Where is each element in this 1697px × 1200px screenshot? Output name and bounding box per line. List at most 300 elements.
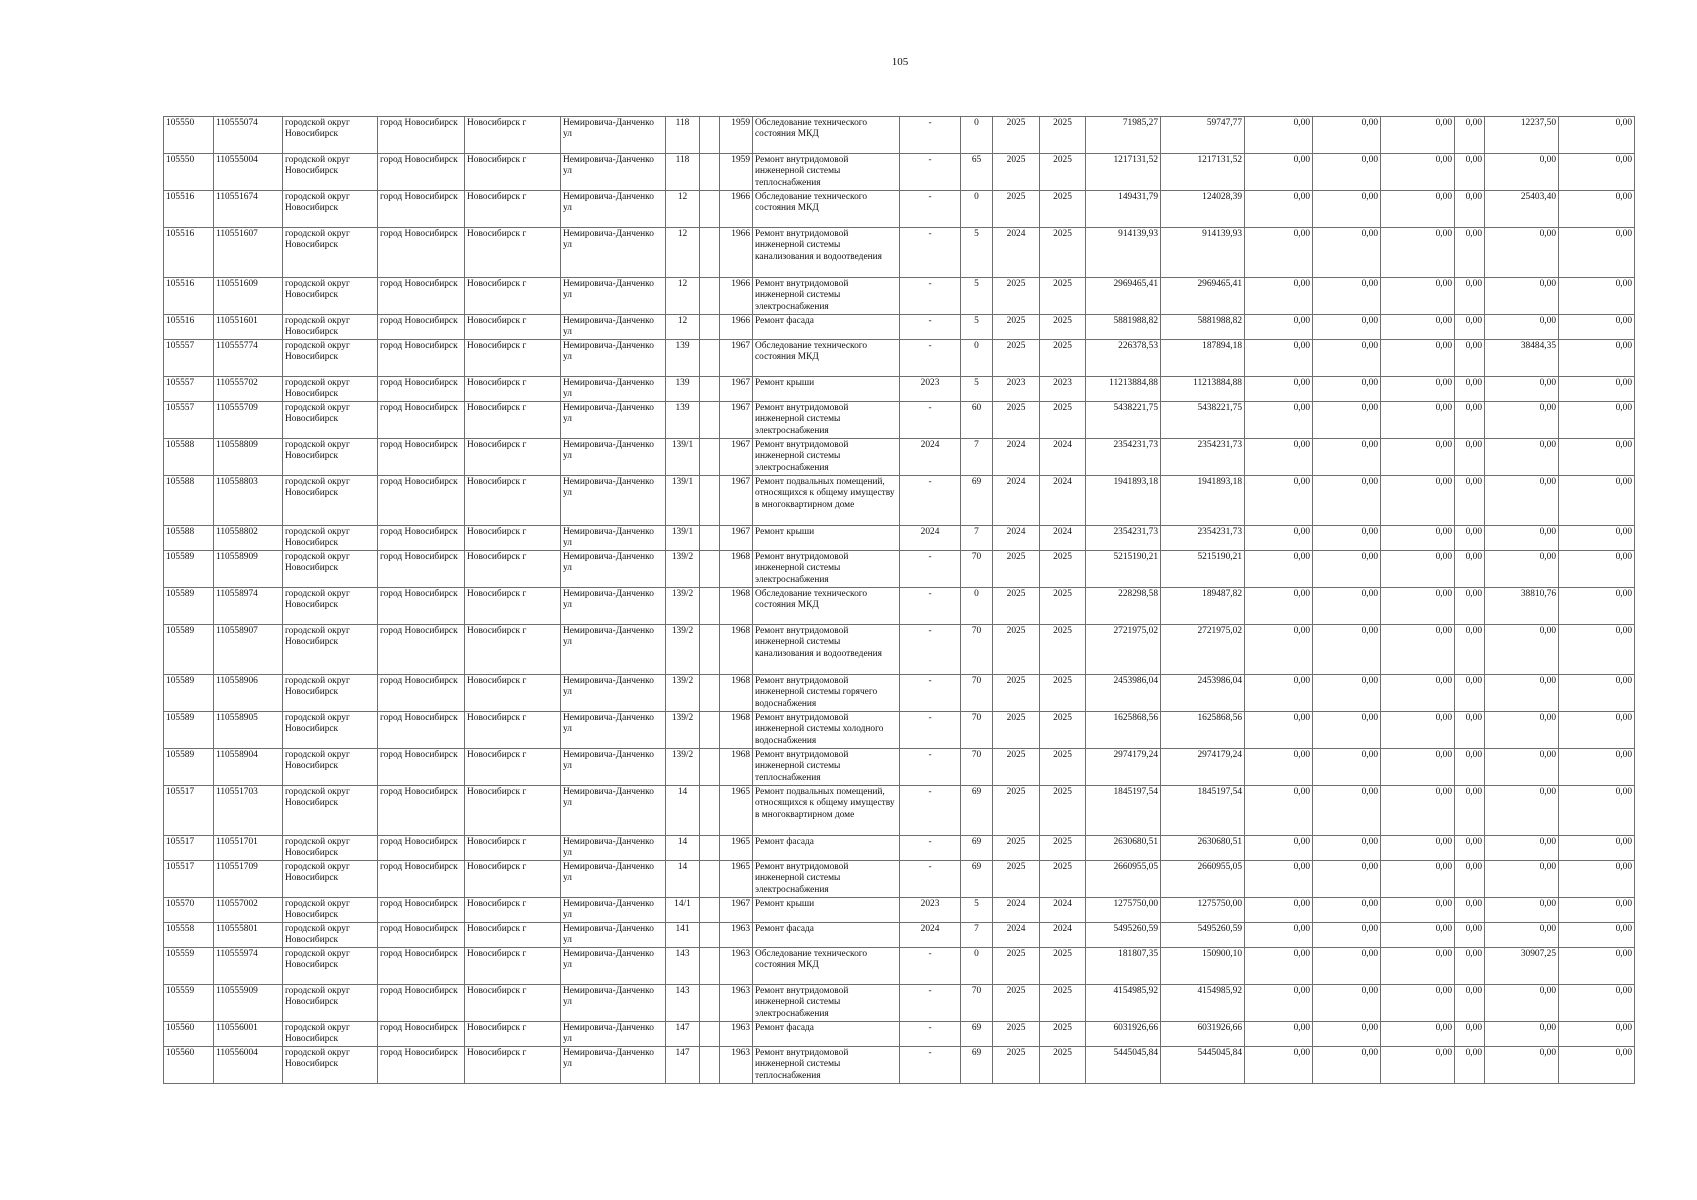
cell-work-type: Ремонт внутридомовой инженерной системы электроснабжения [753,402,900,439]
cell-reserve: 0,00 [1559,712,1635,749]
cell-reserve: 0,00 [1559,402,1635,439]
cell-wear-percent: 7 [961,526,993,551]
cell-work-type: Ремонт внутридомовой инженерной системы теплоснабжения [753,154,900,191]
cell-budget-local: 0,00 [1381,923,1455,948]
cell-owners-funds: 0,00 [1485,985,1559,1022]
table-row [164,588,1635,625]
cell-house-number: 14 [666,786,700,836]
cell-district: городской округ Новосибирск [283,439,378,476]
cell-district: городской округ Новосибирск [283,402,378,439]
cell-budget-regional: 0,00 [1313,117,1381,154]
cell-row-id: 105560 [164,1022,214,1047]
cell-other-source: 0,00 [1455,1047,1485,1084]
cell-budget-local: 0,00 [1381,377,1455,402]
cell-total-cost: 2630680,51 [1086,836,1161,861]
cell-wear-percent: 70 [961,551,993,588]
cell-work-type: Ремонт внутридомовой инженерной системы электроснабжения [753,278,900,315]
cell-street: Немировича-Данченко ул [561,315,666,340]
cell-budget-regional: 0,00 [1313,278,1381,315]
cell-previous-repair: - [900,948,961,985]
cell-plan-year-start: 2025 [993,749,1040,786]
cell-other-source: 0,00 [1455,948,1485,985]
cell-work-code: 110555801 [214,923,283,948]
cell-owners-funds: 0,00 [1485,526,1559,551]
cell-building-block [700,588,720,625]
cell-build-year: 1968 [720,625,753,675]
cell-plan-year-end: 2025 [1040,712,1086,749]
cell-total-cost: 71985,27 [1086,117,1161,154]
cell-budget-federal: 0,00 [1245,625,1313,675]
cell-city: Новосибирск г [465,1022,561,1047]
cell-row-id: 105517 [164,836,214,861]
cell-previous-repair: - [900,786,961,836]
cell-work-code: 110555702 [214,377,283,402]
cell-build-year: 1965 [720,786,753,836]
cell-previous-repair: - [900,191,961,228]
cell-total-cost: 228298,58 [1086,588,1161,625]
cell-settlement: город Новосибирск [378,315,465,340]
cell-plan-year-start: 2025 [993,712,1040,749]
cell-other-source: 0,00 [1455,749,1485,786]
cell-build-year: 1967 [720,476,753,526]
cell-fund-cost: 2969465,41 [1161,278,1245,315]
cell-work-type: Ремонт крыши [753,898,900,923]
cell-build-year: 1959 [720,117,753,154]
cell-budget-regional: 0,00 [1313,861,1381,898]
cell-settlement: город Новосибирск [378,439,465,476]
cell-district: городской округ Новосибирск [283,476,378,526]
cell-fund-cost: 2974179,24 [1161,749,1245,786]
cell-city: Новосибирск г [465,340,561,377]
cell-reserve: 0,00 [1559,340,1635,377]
cell-total-cost: 1845197,54 [1086,786,1161,836]
cell-budget-local: 0,00 [1381,117,1455,154]
cell-fund-cost: 5438221,75 [1161,402,1245,439]
cell-previous-repair: - [900,402,961,439]
cell-district: городской округ Новосибирск [283,117,378,154]
cell-total-cost: 2721975,02 [1086,625,1161,675]
cell-plan-year-end: 2025 [1040,278,1086,315]
cell-plan-year-start: 2025 [993,836,1040,861]
cell-building-block [700,402,720,439]
cell-reserve: 0,00 [1559,439,1635,476]
cell-budget-federal: 0,00 [1245,476,1313,526]
cell-street: Немировича-Данченко ул [561,191,666,228]
cell-wear-percent: 70 [961,712,993,749]
cell-build-year: 1963 [720,1022,753,1047]
cell-settlement: город Новосибирск [378,1047,465,1084]
cell-other-source: 0,00 [1455,985,1485,1022]
cell-build-year: 1966 [720,191,753,228]
cell-budget-regional: 0,00 [1313,749,1381,786]
cell-building-block [700,117,720,154]
cell-district: городской округ Новосибирск [283,588,378,625]
cell-work-type: Ремонт крыши [753,377,900,402]
cell-budget-regional: 0,00 [1313,340,1381,377]
cell-wear-percent: 5 [961,898,993,923]
cell-plan-year-end: 2024 [1040,923,1086,948]
cell-budget-local: 0,00 [1381,985,1455,1022]
cell-building-block [700,228,720,278]
cell-settlement: город Новосибирск [378,625,465,675]
cell-settlement: город Новосибирск [378,278,465,315]
cell-total-cost: 914139,93 [1086,228,1161,278]
cell-street: Немировича-Данченко ул [561,340,666,377]
cell-city: Новосибирск г [465,191,561,228]
cell-street: Немировича-Данченко ул [561,526,666,551]
cell-owners-funds: 0,00 [1485,154,1559,191]
cell-other-source: 0,00 [1455,1022,1485,1047]
cell-budget-federal: 0,00 [1245,836,1313,861]
table-row [164,948,1635,985]
cell-plan-year-start: 2025 [993,1022,1040,1047]
cell-budget-regional: 0,00 [1313,551,1381,588]
cell-settlement: город Новосибирск [378,786,465,836]
cell-wear-percent: 69 [961,861,993,898]
cell-wear-percent: 0 [961,588,993,625]
cell-building-block [700,551,720,588]
cell-plan-year-start: 2025 [993,948,1040,985]
table-row [164,985,1635,1022]
cell-total-cost: 5215190,21 [1086,551,1161,588]
cell-owners-funds: 0,00 [1485,476,1559,526]
cell-row-id: 105589 [164,551,214,588]
cell-city: Новосибирск г [465,985,561,1022]
cell-total-cost: 5495260,59 [1086,923,1161,948]
cell-wear-percent: 5 [961,315,993,340]
cell-total-cost: 1625868,56 [1086,712,1161,749]
cell-build-year: 1966 [720,315,753,340]
cell-plan-year-end: 2025 [1040,786,1086,836]
cell-budget-federal: 0,00 [1245,749,1313,786]
cell-build-year: 1967 [720,377,753,402]
cell-budget-federal: 0,00 [1245,923,1313,948]
cell-work-type: Обследование технического состояния МКД [753,340,900,377]
cell-house-number: 12 [666,191,700,228]
cell-total-cost: 2969465,41 [1086,278,1161,315]
table-row [164,278,1635,315]
cell-work-code: 110555909 [214,985,283,1022]
cell-wear-percent: 69 [961,836,993,861]
cell-city: Новосибирск г [465,278,561,315]
cell-previous-repair: - [900,1047,961,1084]
cell-other-source: 0,00 [1455,786,1485,836]
cell-build-year: 1968 [720,551,753,588]
cell-row-id: 105559 [164,985,214,1022]
cell-fund-cost: 187894,18 [1161,340,1245,377]
cell-reserve: 0,00 [1559,191,1635,228]
cell-work-type: Ремонт внутридомовой инженерной системы теплоснабжения [753,1047,900,1084]
cell-budget-regional: 0,00 [1313,898,1381,923]
cell-reserve: 0,00 [1559,117,1635,154]
cell-wear-percent: 65 [961,154,993,191]
cell-house-number: 139/1 [666,476,700,526]
cell-other-source: 0,00 [1455,588,1485,625]
cell-wear-percent: 70 [961,675,993,712]
cell-building-block [700,377,720,402]
cell-previous-repair: 2024 [900,439,961,476]
cell-plan-year-start: 2025 [993,675,1040,712]
cell-house-number: 12 [666,315,700,340]
cell-reserve: 0,00 [1559,588,1635,625]
cell-previous-repair: - [900,712,961,749]
cell-row-id: 105516 [164,191,214,228]
cell-budget-federal: 0,00 [1245,1047,1313,1084]
cell-previous-repair: - [900,625,961,675]
cell-settlement: город Новосибирск [378,712,465,749]
cell-district: городской округ Новосибирск [283,1022,378,1047]
cell-building-block [700,526,720,551]
cell-fund-cost: 2453986,04 [1161,675,1245,712]
cell-district: городской округ Новосибирск [283,377,378,402]
cell-owners-funds: 38484,35 [1485,340,1559,377]
cell-fund-cost: 2721975,02 [1161,625,1245,675]
cell-previous-repair: 2024 [900,923,961,948]
table-row [164,315,1635,340]
cell-budget-local: 0,00 [1381,675,1455,712]
cell-city: Новосибирск г [465,923,561,948]
page-number: 105 [891,56,909,68]
cell-plan-year-start: 2025 [993,154,1040,191]
cell-budget-local: 0,00 [1381,191,1455,228]
cell-build-year: 1963 [720,985,753,1022]
cell-plan-year-start: 2025 [993,588,1040,625]
cell-budget-regional: 0,00 [1313,712,1381,749]
cell-settlement: город Новосибирск [378,377,465,402]
cell-build-year: 1967 [720,402,753,439]
cell-work-type: Ремонт крыши [753,526,900,551]
cell-row-id: 105517 [164,786,214,836]
cell-district: городской округ Новосибирск [283,1047,378,1084]
cell-fund-cost: 1625868,56 [1161,712,1245,749]
cell-work-type: Обследование технического состояния МКД [753,117,900,154]
cell-building-block [700,985,720,1022]
cell-wear-percent: 70 [961,749,993,786]
cell-district: городской округ Новосибирск [283,675,378,712]
cell-fund-cost: 2354231,73 [1161,526,1245,551]
cell-house-number: 139/2 [666,625,700,675]
cell-reserve: 0,00 [1559,836,1635,861]
cell-owners-funds: 0,00 [1485,551,1559,588]
cell-reserve: 0,00 [1559,948,1635,985]
cell-plan-year-end: 2024 [1040,439,1086,476]
cell-other-source: 0,00 [1455,712,1485,749]
cell-street: Немировича-Данченко ул [561,898,666,923]
cell-work-type: Ремонт фасада [753,1022,900,1047]
table-row [164,154,1635,191]
cell-fund-cost: 6031926,66 [1161,1022,1245,1047]
cell-district: городской округ Новосибирск [283,749,378,786]
cell-owners-funds: 0,00 [1485,377,1559,402]
cell-total-cost: 5438221,75 [1086,402,1161,439]
cell-budget-local: 0,00 [1381,1047,1455,1084]
cell-other-source: 0,00 [1455,340,1485,377]
cell-district: городской округ Новосибирск [283,228,378,278]
cell-plan-year-start: 2024 [993,898,1040,923]
table-row [164,898,1635,923]
cell-reserve: 0,00 [1559,675,1635,712]
cell-reserve: 0,00 [1559,315,1635,340]
cell-street: Немировича-Данченко ул [561,588,666,625]
cell-budget-federal: 0,00 [1245,402,1313,439]
table-row [164,191,1635,228]
cell-settlement: город Новосибирск [378,191,465,228]
cell-settlement: город Новосибирск [378,551,465,588]
cell-work-code: 110557002 [214,898,283,923]
cell-work-code: 110555004 [214,154,283,191]
cell-house-number: 14/1 [666,898,700,923]
table-row [164,551,1635,588]
cell-settlement: город Новосибирск [378,861,465,898]
cell-street: Немировича-Данченко ул [561,1022,666,1047]
cell-street: Немировича-Данченко ул [561,712,666,749]
cell-previous-repair: - [900,749,961,786]
cell-other-source: 0,00 [1455,439,1485,476]
cell-settlement: город Новосибирск [378,402,465,439]
cell-total-cost: 2354231,73 [1086,439,1161,476]
cell-house-number: 14 [666,861,700,898]
cell-reserve: 0,00 [1559,377,1635,402]
cell-work-code: 110551674 [214,191,283,228]
table-row [164,526,1635,551]
cell-plan-year-end: 2025 [1040,154,1086,191]
cell-building-block [700,1022,720,1047]
cell-plan-year-end: 2025 [1040,675,1086,712]
cell-total-cost: 1275750,00 [1086,898,1161,923]
cell-budget-regional: 0,00 [1313,786,1381,836]
cell-previous-repair: - [900,154,961,191]
cell-plan-year-start: 2025 [993,278,1040,315]
cell-other-source: 0,00 [1455,861,1485,898]
cell-other-source: 0,00 [1455,117,1485,154]
cell-city: Новосибирск г [465,836,561,861]
cell-wear-percent: 5 [961,278,993,315]
cell-fund-cost: 5445045,84 [1161,1047,1245,1084]
cell-plan-year-end: 2025 [1040,1047,1086,1084]
cell-budget-federal: 0,00 [1245,1022,1313,1047]
cell-settlement: город Новосибирск [378,476,465,526]
cell-work-code: 110558803 [214,476,283,526]
cell-district: городской округ Новосибирск [283,948,378,985]
cell-building-block [700,340,720,377]
cell-plan-year-start: 2025 [993,551,1040,588]
cell-budget-regional: 0,00 [1313,315,1381,340]
cell-fund-cost: 1845197,54 [1161,786,1245,836]
cell-owners-funds: 0,00 [1485,923,1559,948]
cell-plan-year-end: 2025 [1040,588,1086,625]
cell-build-year: 1967 [720,439,753,476]
cell-budget-regional: 0,00 [1313,923,1381,948]
cell-build-year: 1968 [720,588,753,625]
cell-work-code: 110556004 [214,1047,283,1084]
table-row [164,402,1635,439]
cell-district: городской округ Новосибирск [283,340,378,377]
cell-building-block [700,786,720,836]
cell-building-block [700,948,720,985]
cell-row-id: 105589 [164,712,214,749]
cell-other-source: 0,00 [1455,526,1485,551]
cell-budget-federal: 0,00 [1245,154,1313,191]
cell-street: Немировича-Данченко ул [561,1047,666,1084]
cell-district: городской округ Новосибирск [283,625,378,675]
cell-wear-percent: 0 [961,191,993,228]
cell-row-id: 105560 [164,1047,214,1084]
cell-wear-percent: 69 [961,1022,993,1047]
cell-plan-year-start: 2025 [993,340,1040,377]
cell-fund-cost: 2630680,51 [1161,836,1245,861]
cell-fund-cost: 1941893,18 [1161,476,1245,526]
cell-build-year: 1967 [720,898,753,923]
cell-plan-year-end: 2024 [1040,898,1086,923]
cell-city: Новосибирск г [465,439,561,476]
cell-row-id: 105517 [164,861,214,898]
cell-build-year: 1965 [720,861,753,898]
cell-settlement: город Новосибирск [378,675,465,712]
cell-street: Немировича-Данченко ул [561,861,666,898]
cell-row-id: 105557 [164,377,214,402]
cell-work-type: Ремонт фасада [753,315,900,340]
cell-settlement: город Новосибирск [378,898,465,923]
cell-city: Новосибирск г [465,476,561,526]
cell-owners-funds: 30907,25 [1485,948,1559,985]
cell-budget-regional: 0,00 [1313,625,1381,675]
cell-city: Новосибирск г [465,749,561,786]
cell-house-number: 139 [666,340,700,377]
cell-budget-local: 0,00 [1381,154,1455,191]
cell-budget-federal: 0,00 [1245,278,1313,315]
cell-budget-federal: 0,00 [1245,588,1313,625]
cell-total-cost: 1941893,18 [1086,476,1161,526]
cell-total-cost: 2354231,73 [1086,526,1161,551]
cell-fund-cost: 59747,77 [1161,117,1245,154]
cell-work-code: 110556001 [214,1022,283,1047]
cell-building-block [700,154,720,191]
cell-budget-local: 0,00 [1381,526,1455,551]
table-row [164,861,1635,898]
cell-build-year: 1966 [720,278,753,315]
cell-plan-year-end: 2025 [1040,551,1086,588]
cell-other-source: 0,00 [1455,377,1485,402]
cell-budget-federal: 0,00 [1245,861,1313,898]
cell-city: Новосибирск г [465,588,561,625]
cell-fund-cost: 5495260,59 [1161,923,1245,948]
cell-budget-local: 0,00 [1381,625,1455,675]
cell-work-code: 110555709 [214,402,283,439]
cell-total-cost: 2453986,04 [1086,675,1161,712]
cell-budget-regional: 0,00 [1313,985,1381,1022]
cell-work-type: Ремонт внутридомовой инженерной системы электроснабжения [753,985,900,1022]
cell-previous-repair: - [900,985,961,1022]
cell-wear-percent: 69 [961,786,993,836]
cell-budget-regional: 0,00 [1313,402,1381,439]
cell-wear-percent: 7 [961,439,993,476]
cell-house-number: 139/2 [666,749,700,786]
cell-fund-cost: 11213884,88 [1161,377,1245,402]
cell-settlement: город Новосибирск [378,836,465,861]
cell-total-cost: 1217131,52 [1086,154,1161,191]
cell-house-number: 139 [666,402,700,439]
cell-work-code: 110558802 [214,526,283,551]
cell-district: городской округ Новосибирск [283,985,378,1022]
cell-reserve: 0,00 [1559,278,1635,315]
cell-plan-year-end: 2025 [1040,1022,1086,1047]
cell-owners-funds: 0,00 [1485,749,1559,786]
cell-district: городской округ Новосибирск [283,526,378,551]
cell-district: городской округ Новосибирск [283,191,378,228]
cell-reserve: 0,00 [1559,861,1635,898]
cell-district: городской округ Новосибирск [283,551,378,588]
cell-work-type: Ремонт внутридомовой инженерной системы электроснабжения [753,551,900,588]
